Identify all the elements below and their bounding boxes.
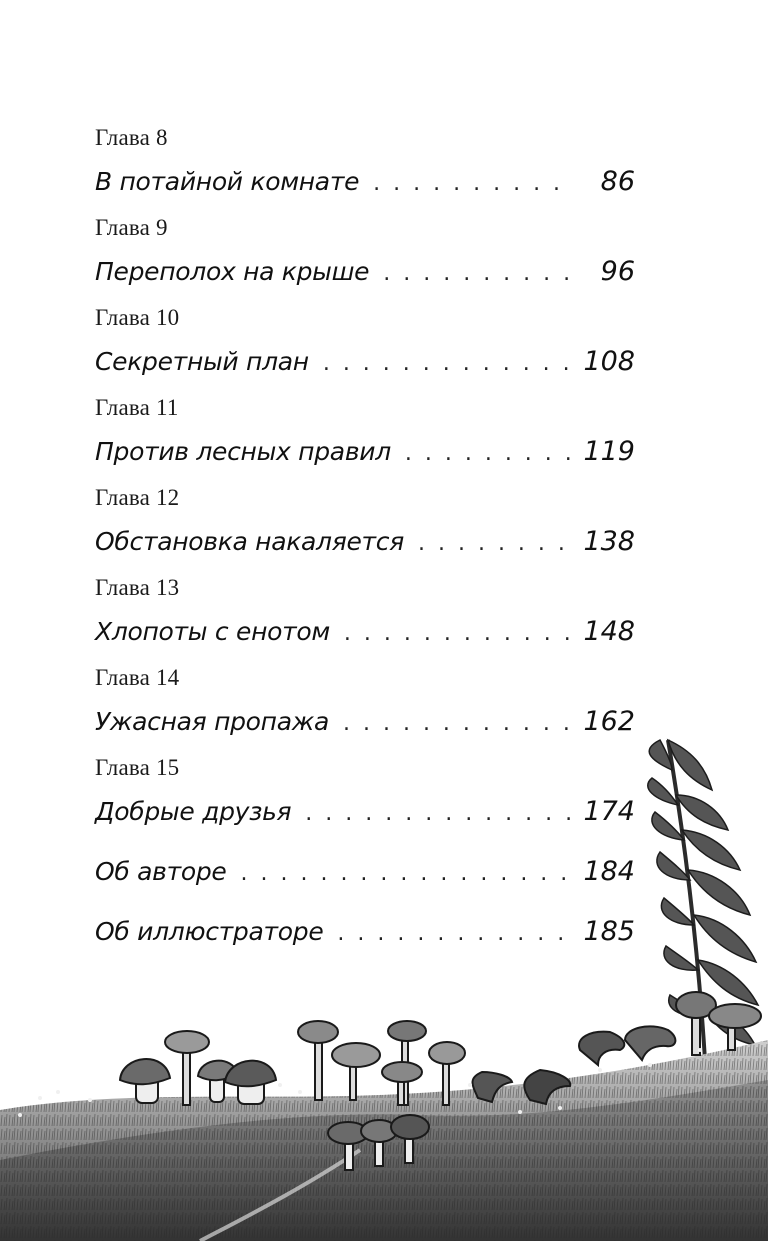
chapter-number: Глава 13: [95, 575, 180, 600]
page-number: 174: [583, 796, 635, 827]
leader-dots: [344, 616, 574, 652]
page-number: 148: [583, 616, 635, 647]
page-number: 108: [583, 346, 635, 377]
leader-dots: [373, 166, 575, 202]
page-number: 138: [583, 526, 635, 557]
toc-entry-chapter-10[interactable]: [95, 304, 635, 380]
chapter-number: Глава 11: [95, 395, 179, 420]
toc-entry-chapter-12[interactable]: [95, 484, 635, 560]
chapter-title: Ужасная пропажа: [95, 707, 329, 736]
chapter-title: Секретный план: [95, 347, 309, 376]
chapter-title: Хлопоты с енотом: [95, 617, 330, 646]
page-number: 185: [583, 916, 635, 947]
chapter-number: Глава 10: [95, 305, 180, 330]
toc-entry-chapter-13[interactable]: [95, 574, 635, 650]
leader-dots: [383, 256, 575, 292]
chapter-title: Добрые друзья: [95, 797, 292, 826]
page-number: 184: [583, 856, 635, 887]
chapter-title: Об иллюстраторе: [95, 917, 324, 946]
chapter-title: В потайной комнате: [95, 167, 360, 196]
page-number: 86: [600, 166, 635, 197]
chapter-title: Против лесных правил: [95, 437, 391, 466]
forest-illustration: [0, 720, 768, 1241]
page-number: 119: [583, 436, 635, 467]
toc-entry-chapter-9[interactable]: [95, 214, 635, 290]
page-number: 96: [600, 256, 635, 287]
chapter-number: Глава 14: [95, 665, 180, 690]
chapter-title: Об авторе: [95, 857, 227, 886]
chapter-number: Глава 12: [95, 485, 180, 510]
toc-entry-chapter-11[interactable]: [95, 394, 635, 470]
leader-dots: [323, 346, 574, 382]
leader-dots: [405, 436, 574, 472]
page-number: 162: [583, 706, 635, 737]
leader-dots: [418, 526, 573, 562]
chapter-number: Глава 8: [95, 125, 168, 150]
chapter-number: Глава 9: [95, 215, 168, 240]
chapter-title: Обстановка накаляется: [95, 527, 404, 556]
chapter-number: Глава 15: [95, 755, 180, 780]
chapter-title: Переполох на крыше: [95, 257, 370, 286]
toc-entry-chapter-8[interactable]: [95, 124, 635, 200]
